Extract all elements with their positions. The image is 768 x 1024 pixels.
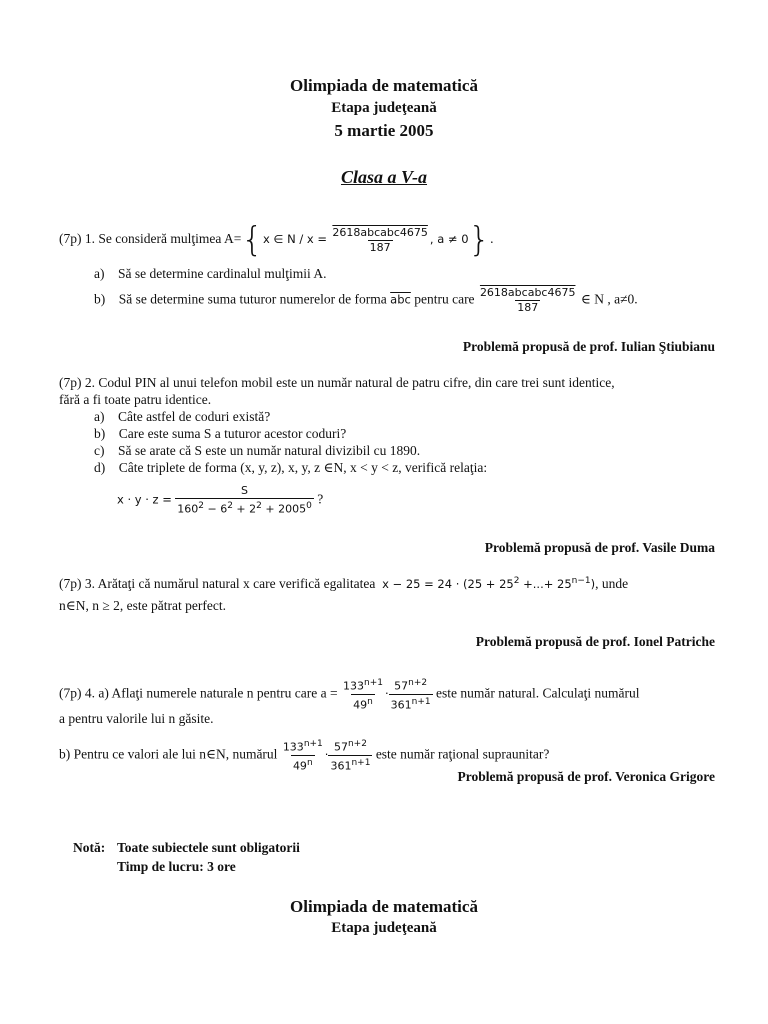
fraction-1b-denominator: 187 [517,301,539,314]
problem-3-line-2: n∈N, n ≥ 2, este pătrat perfect. [59,598,226,613]
fraction-4a-1 [341,676,385,712]
problem-1-lead: (7p) 1. Se consideră mulţimea A= [59,231,242,247]
denominator: $361^{n+1}$ [328,755,372,774]
abc-overline: $\overline{abc}$ [390,292,411,307]
denominator: 49$^n$ [351,694,375,713]
equation-lhs: x · y · z = [117,492,172,507]
fraction-2 [175,484,314,517]
problem-2-equation [117,484,323,517]
class-heading: Clasa a V-a [340,167,428,187]
item-text: Să se determine suma tuturor numerelor de forma [118,291,387,307]
item-label: b) [94,291,106,307]
problem-4-line-1: (7p) 4. a) Aflaţi numerele naturale n pentru care a = $\frac{133^{n+1}}{49^n}$ · $\frac{57^{n+2}}{361^{n+1}}$ este număr natural. Calculaţi numărul [59,678,640,712]
doc-date: 5 martie 2005 [334,121,434,140]
problem-4b-lead: b) Pentru ce valori ale lui n∈N, numărul [59,746,278,762]
item-tail: ∈ N , a≠0. [580,291,638,307]
problem-2-d [94,460,487,476]
left-brace-symbol: { [241,220,263,260]
fraction-4b-2 [328,737,372,773]
item-text: Să se arate că S este un număr natural divizibil cu 1890. [118,443,421,458]
item-label: a) [94,409,105,424]
numerator: $57^{n+2}$ [333,739,367,754]
problem-3-lead: (7p) 3. Arătaţi că numărul natural x care verifică egalitatea [59,576,376,591]
problem-4-tail: este număr natural. Calculaţi numărul [435,685,640,701]
note-line-1: Toate subiectele sunt obligatorii [117,840,300,855]
problem-1-statement: (7p) 1. Se consideră mulţimea A={x ∈ N / x = $\frac{\text{2618abcabc4675}}{187}$ , a ≠ 0}. [59,220,494,260]
problem-4-line-2: a pentru valorile lui n găsite. [59,711,214,726]
equation-tail: ? [317,491,324,507]
fraction-1b [478,286,578,315]
item-text: Câte astfel de coduri există? [118,409,271,424]
doc-subtitle: Etapa judeţeană [331,100,437,116]
problem-2-line-1: (7p) 2. Codul PIN al unui telefon mobil este un număr natural de patru cifre, din care trei sunt identice, [59,375,615,390]
problem-2-a [94,409,270,425]
numerator: $57^{n+2}$ [394,678,428,693]
next-page-subtitle: Etapa judeţeană [331,920,437,936]
denominator: 49$^n$ [291,755,315,774]
right-brace-symbol: } [468,220,491,260]
problem-3-author: Problemă propusă de prof. Ionel Patriche [475,634,715,649]
item-text: Să se determine cardinalul mulţimii A. [118,266,327,281]
item-label: b) [94,426,106,441]
denominator: $361^{n+1}$ [389,694,433,713]
numerator: $133^{n+1}$ [282,739,323,754]
fraction-1b-numerator: 2618abcabc4675 [479,286,576,299]
fraction-2-numerator: S [241,484,249,497]
problem-1-author: Problemă propusă de prof. Iulian Ştiubianu [462,339,715,354]
equation-part: +...+ 25 [519,577,572,591]
item-label: a) [94,266,105,281]
fraction-4a-2 [389,676,433,712]
fraction-2-denominator: $160^2 - 6^2 + 2^2 + 2005^0$ [175,498,314,517]
problem-2-author: Problemă propusă de prof. Vasile Duma [484,540,715,555]
problem-2-c [94,443,420,459]
fraction-1-numerator: 2618abcabc4675 [332,225,428,239]
item-label: d) [94,460,106,475]
equation: $x - 25 = 24 \cdot (25 + 25^2$ +...+ $25^{n-1}$) [382,576,596,591]
note-line-2: Timp de lucru: 3 ore [117,859,236,874]
item-text: Câte triplete de forma (x, y, z), x, y, z ∈N, x < y < z, verifică relaţia: [118,460,488,475]
next-page-title: Olimpiada de matematică [290,897,478,916]
problem-3-line-1 [59,576,628,592]
fraction-4b-1 [281,737,325,773]
doc-title: Olimpiada de matematică [290,76,478,95]
problem-3-tail: , unde [595,576,629,591]
fraction-1 [330,226,430,255]
problem-4-author: Problemă propusă de prof. Veronica Grigore [457,769,715,784]
problem-4b-tail: este număr raţional supraunitar? [375,746,550,762]
set-condition: x ∈ N / x = [262,232,327,247]
item-label: c) [94,443,105,458]
item-mid: pentru care [414,291,475,307]
equation-exponent: n−1 [571,576,591,587]
numerator: $133^{n+1}$ [342,678,383,693]
fraction-1-denominator: 187 [369,240,391,254]
problem-1-a [94,266,326,282]
problem-2-b [94,426,346,442]
set-tail: , a ≠ 0 [429,232,469,247]
note-label: Notă: [73,840,106,855]
problem-4-b: b) Pentru ce valori ale lui n∈N, numărul $\frac{133^{n+1}}{49^n}$ · $\frac{57^{n+2}}{361^{n+1}}$ este număr raţional supraunitar? [59,739,550,773]
item-text: Care este suma S a tuturor acestor coduri? [118,426,347,441]
problem-1-b [94,286,638,315]
problem-2-line-2: fără a fi toate patru identice. [59,392,212,407]
equation-part: x − 25 = 24 · (25 + 25 [382,577,514,591]
problem-4-lead: (7p) 4. a) Aflaţi numerele naturale n pentru care a = [59,685,338,701]
